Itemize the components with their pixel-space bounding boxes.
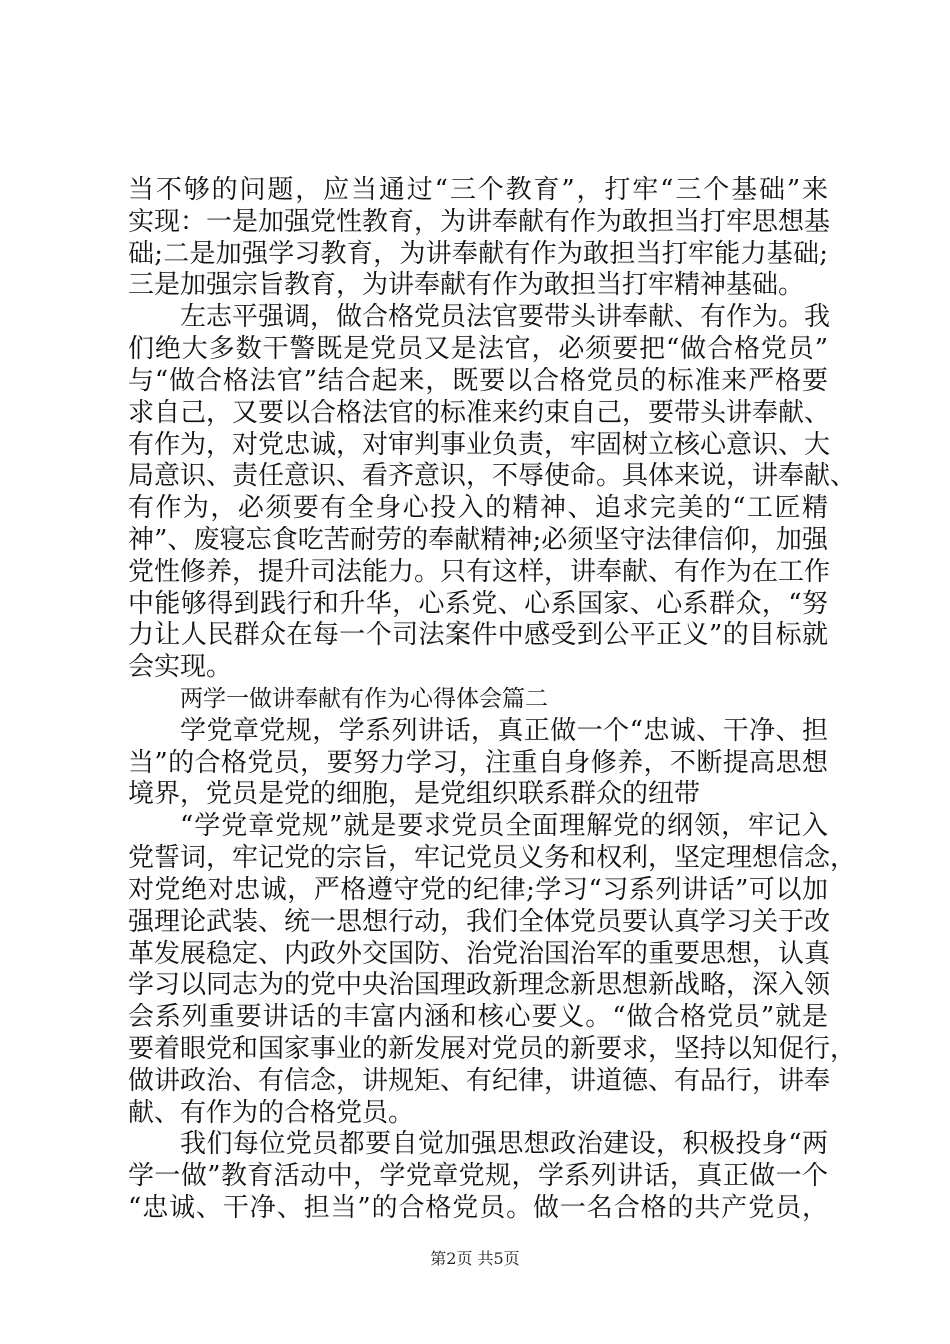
section-heading: 两学一做讲奉献有作为心得体会篇二 [180, 686, 548, 712]
text-line: “忠诚、干净、担当”的合格党员。做一名合格的共产党员， [128, 1193, 828, 1223]
text-line: 对党绝对忠诚，严格遵守党的纪律;学习“习系列讲话”可以加 [128, 875, 828, 905]
text-line: 献、有作为的合格党员。 [128, 1098, 415, 1128]
text-line: 当”的合格党员，要努力学习，注重自身修养，不断提高思想 [128, 748, 828, 778]
text-line: 左志平强调，做合格党员法官要带头讲奉献、有作为。我 [180, 302, 831, 332]
text-line: 有作为，对党忠诚，对审判事业负责，牢固树立核心意识、大 [128, 430, 831, 460]
text-line: 与“做合格法官”结合起来，既要以合格党员的标准来严格要 [128, 366, 828, 396]
text-line: 强理论武装、统一思想行动，我们全体党员要认真学习关于改 [128, 907, 831, 937]
text-line: 学党章党规，学系列讲话，真正做一个“忠诚、干净、担 [180, 716, 828, 746]
text-line: 求自己，又要以合格法官的标准来约束自己，要带头讲奉献、 [128, 398, 831, 428]
text-line: 局意识、责任意识、看齐意识，不辱使命。具体来说，讲奉献、 [128, 461, 857, 491]
text-line: 会系列重要讲话的丰富内涵和核心要义。“做合格党员”就是 [128, 1002, 828, 1032]
text-line: 力让人民群众在每一个司法案件中感受到公平正义”的目标就 [128, 620, 828, 650]
text-line: 做讲政治、有信念，讲规矩、有纪律，讲道德、有品行，讲奉 [128, 1066, 831, 1096]
text-line: 中能够得到践行和升华，心系党、心系国家、心系群众，“努 [128, 589, 828, 619]
text-line: 实现：一是加强党性教育，为讲奉献有作为敢担当打牢思想基 [128, 207, 831, 237]
text-line: “学党章党规”就是要求党员全面理解党的纲领，牢记入 [180, 811, 828, 841]
text-line: 三是加强宗旨教育，为讲奉献有作为敢担当打牢精神基础。 [128, 270, 805, 300]
text-line: 要着眼党和国家事业的新发展对党员的新要求，坚持以知促行， [128, 1034, 857, 1064]
text-line: 革发展稳定、内政外交国防、治党治国治军的重要思想，认真 [128, 939, 831, 969]
text-line: 神”、废寝忘食吃苦耐劳的奉献精神;必须坚守法律信仰，加强 [128, 525, 828, 555]
text-line: 我们每位党员都要自觉加强思想政治建设，积极投身“两 [180, 1129, 828, 1159]
text-line: 有作为，必须要有全身心投入的精神、追求完美的“工匠精 [128, 493, 828, 523]
text-line: 境界，党员是党的细胞，是党组织联系群众的纽带 [128, 779, 701, 809]
text-line: 学习以同志为的党中央治国理政新理念新思想新战略，深入领 [128, 970, 831, 1000]
page-footer: 第2页 共5页 [430, 1249, 520, 1268]
text-line: 会实现。 [128, 652, 233, 682]
text-line: 党性修养，提升司法能力。只有这样，讲奉献、有作为在工作 [128, 557, 831, 587]
text-line: 当不够的问题，应当通过“三个教育”，打牢“三个基础”来 [128, 175, 828, 205]
text-line: 们绝大多数干警既是党员又是法官，必须要把“做合格党员” [128, 334, 828, 364]
text-line: 党誓词，牢记党的宗旨，牢记党员义务和权利，坚定理想信念， [128, 843, 857, 873]
text-line: 学一做”教育活动中，学党章党规，学系列讲话，真正做一个 [128, 1161, 828, 1191]
text-line: 础;二是加强学习教育，为讲奉献有作为敢担当打牢能力基础; [128, 239, 828, 269]
